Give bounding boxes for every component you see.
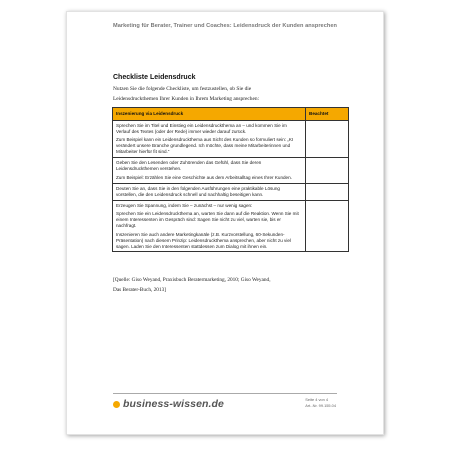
table-cell-measure <box>113 121 306 158</box>
table-cell-measure <box>113 183 306 200</box>
table-header-row <box>113 108 349 121</box>
cell-paragraph: Zum Beispiel kann ein Leidensdruckthema aus Sicht des Kunden so formuliert sein: „KI verändert unsere Branche grundlegend. Ich möchte, dass meine Mitarbeiterinnen und Mitarbeiter hierfür fit sind.“ <box>116 137 294 155</box>
document-page <box>66 11 384 435</box>
intro-line: Nutzen Sie die folgende Checkliste, um festzustellen, ob Sie die <box>113 86 252 92</box>
table-row <box>113 200 349 252</box>
intro-text <box>113 84 353 104</box>
source-citation <box>113 275 353 295</box>
checkbox-cell[interactable] <box>306 158 349 183</box>
checkbox-cell[interactable] <box>306 121 349 158</box>
checklist-table <box>112 107 349 252</box>
logo-text: business-wissen.de <box>123 398 225 410</box>
table-cell-measure <box>113 200 306 252</box>
table-cell-measure <box>113 158 306 183</box>
cell-paragraph: Inszenieren Sie auch andere Marketingkanäle (z.B. Kurzvorstellung, 60-Sekunden-Präsentation) nach diesem Prinzip: Leidensdruckthema ansprechen, aber nicht zu viel sagen. Laden Sie den Interessenten stattdessen zum Dialog mit ihnen ein. <box>116 231 291 249</box>
source-line: Das Berater-Buch, 2013] <box>113 287 166 293</box>
footer-divider <box>113 393 337 394</box>
business-wissen-logo[interactable] <box>113 397 224 411</box>
checklist-title: Checkliste Leidensdruck <box>113 74 196 81</box>
article-number: Art.-Nr. 99.155.04 <box>305 403 336 408</box>
checkbox-cell[interactable] <box>306 183 349 200</box>
column-header-observed: Beachtet <box>306 108 349 121</box>
table-row <box>113 183 349 200</box>
cell-paragraph: Sprechen Sie im Titel und Einstieg ein Leidensdruckthema an – und kommen Sie im Verlauf des Textes (oder der Rede) immer wieder darauf zurück. <box>116 123 287 134</box>
cell-paragraph: Deuten Sie an, dass Sie in den folgenden Ausführungen eine praktikable Lösung vorstellen, die den Leidensdruck schnell und nachhaltig beseitigen kann. <box>116 185 280 197</box>
page-number: Seite 4 von 4 <box>305 397 328 402</box>
checkbox-cell[interactable] <box>306 200 349 252</box>
column-header-measure: Inszenierung via Leidensdruck <box>113 108 306 121</box>
cell-paragraph: Geben Sie den Lesenden oder Zuhörenden das Gefühl, dass Sie deren Leidensdruckthemen verstehen. <box>116 160 262 172</box>
logo-dot-icon <box>113 401 120 408</box>
cell-paragraph: Zum Beispiel: Erzählen Sie eine Geschichte aus dem Arbeitsalltag eines Ihrer Kunden. <box>116 174 292 180</box>
intro-line: Leidensdruckthemen Ihrer Kunden in Ihrem Marketing ansprechen: <box>113 96 260 102</box>
cell-paragraph: Erzeugen Sie Spannung, indem Sie – zunächst – nur wenig sagen: <box>116 202 253 208</box>
cell-paragraph: Sprechen Sie ein Leidensdruckthema an, warten Sie dann auf die Reaktion. Wenn Sie mit einem Interessenten im Gespräch sind: Sagen Sie nicht zu viel, warten sie, bis er nachfragt. <box>116 211 299 229</box>
page-header: Marketing für Berater, Trainer und Coaches: Leidensdruck der Kunden ansprechen <box>113 23 337 29</box>
page-info <box>305 397 336 409</box>
source-line: [Quelle: Giso Weyand, Praxisbuch Beratermarketing, 2010; Giso Weyand, <box>113 277 271 283</box>
table-row <box>113 121 349 158</box>
table-row <box>113 158 349 183</box>
